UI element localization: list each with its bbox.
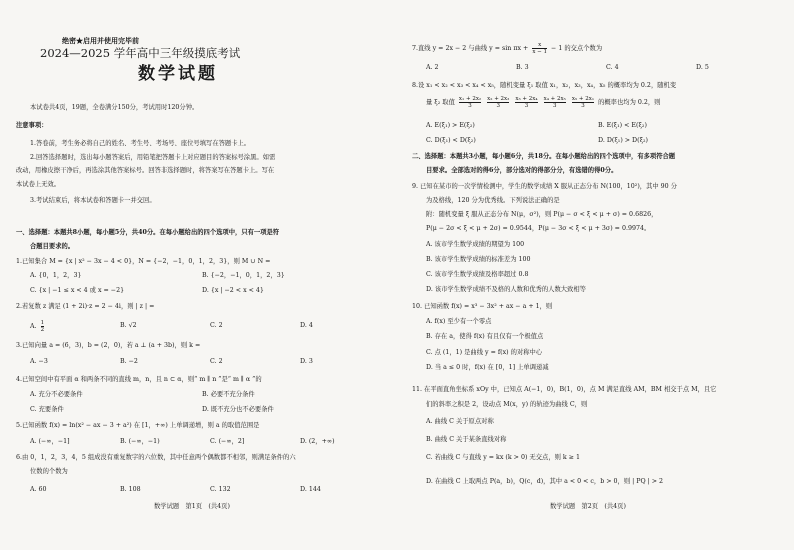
q11-option-c: C. 若曲线 C 与直线 y = kx (k > 0) 无交点，则 k ≥ 1 [426, 454, 581, 461]
q8-option-a: A. E(ξ₁) > E(ξ₂) [426, 122, 475, 129]
q9-note-line-1: 附：随机变量 ξ 服从正态分布 N(μ，σ²)，则 P(μ − σ < ξ < μ + σ) = 0.6826， [426, 211, 658, 218]
note-2-line-3: 本试卷上无效。 [16, 181, 61, 188]
q8-fraction-4 [544, 96, 566, 109]
q6-stem-line-1: 6.由 0，1，2，3，4，5 组成没有重复数字的六位数，其中任意两个偶数都不相邻，则满足条件的六 [16, 454, 296, 461]
q2-option-a [30, 320, 46, 333]
q7-stem-end: − 1 的交点个数为 [551, 45, 603, 52]
q4-option-b: B. 必要不充分条件 [202, 391, 255, 398]
q7-fraction-numerator: x [532, 42, 547, 49]
q10-option-b: B. 存在 a，使得 f(x) 有且仅有一个极值点 [426, 333, 544, 340]
notes-heading: 注意事项： [16, 122, 48, 129]
note-1: 1.答卷前，考生务必将自己的姓名、考生号、考场号、座位号填写在答题卡上。 [30, 140, 251, 147]
secret-mark: 绝密★启用并使用完毕前 [62, 36, 139, 45]
note-3: 3.考试结束后，将本试卷和答题卡一并交回。 [30, 197, 156, 204]
q11-stem-line-2: 们的斜率之积是 2，设动点 M(x，y) 的轨迹为曲线 C，则 [426, 401, 588, 408]
q10-stem: 10. 已知函数 f(x) = x³ − 3x² + ax − a + 1，则 [412, 303, 553, 310]
q9-option-a: A. 该市学生数学成绩的期望为 100 [426, 241, 525, 248]
q3-stem: 3.已知向量 a = (6，3)，b = (2，0)，若 a ⊥ (a + 3b)，则 k = [16, 342, 201, 349]
q2-option-b: B. √2 [120, 322, 137, 329]
q2-option-d: D. 4 [300, 322, 313, 329]
q8-stem-line-1: 8.设 x₁ < x₂ < x₃ < x₄ < x₅，随机变量 ξ₁ 取值 x₁，x₂，x₃，x₄，x₅ 的概率均为 0.2，随机变 [412, 82, 677, 89]
q8-fraction-5-numerator: x₅ + 2x₁ [571, 96, 595, 102]
q9-stem-line-1: 9. 已知在某市的一次学情检测中，学生的数学成绩 X 服从正态分布 N(100，10²)，其中 90 分 [412, 183, 677, 190]
q8-stem-prefix: 量 ξ₂ 取值 [426, 99, 455, 106]
q9-stem-line-2: 为及格线，120 分为优秀线。下列说法正确的是 [426, 197, 560, 204]
q2-option-a-letter: A. [30, 323, 37, 330]
q8-stem-line-2 [426, 96, 660, 109]
q8-stem-suffix: 的概率也均为 0.2，则 [598, 99, 661, 106]
q8-fraction-1-denominator: 3 [468, 103, 472, 109]
q2-stem: 2.若复数 z 满足 (1 + 2i)·z = 2 − 4i，则 | z | = [16, 303, 155, 310]
q1-stem: 1.已知集合 M = {x | x² − 3x − 4 < 0}，N = {−2，−1，0，1，2，3}，则 M ∪ N = [16, 258, 271, 265]
q10-option-d: D. 当 a ≤ 0 时，f(x) 在 [0，1] 上单调递减 [426, 364, 549, 371]
note-2-line-2: 改动，用橡皮擦干净后，再选涂其他答案标号。回答非选择题时，将答案写在答题卡上。写在 [16, 167, 275, 174]
q11-option-a: A. 曲线 C 关于原点对称 [426, 418, 494, 425]
q2-option-a-fraction [41, 320, 45, 333]
q8-option-c: C. D(ξ₁) < D(ξ₂) [426, 137, 476, 144]
q6-option-d: D. 144 [300, 486, 321, 493]
intro-text: 本试卷共4页，19题，全卷满分150分，考试用时120分钟。 [30, 104, 199, 111]
q5-option-a: A. (−∞，−1] [30, 438, 70, 445]
q9-option-b: B. 该市学生数学成绩的标准差为 100 [426, 256, 531, 263]
section-2-heading-line-2: 目要求。全部选对的得6分，部分选对的得部分分，有选错的得0分。 [426, 167, 618, 174]
q10-option-a: A. f(x) 至少有一个零点 [426, 318, 492, 325]
q4-option-a: A. 充分不必要条件 [30, 391, 83, 398]
q8-fraction-4-denominator: 3 [552, 103, 557, 109]
q8-fraction-3-denominator: 3 [524, 103, 529, 109]
q8-option-b: B. E(ξ₁) < E(ξ₂) [598, 122, 647, 129]
q8-fraction-5-denominator: 3 [581, 103, 585, 109]
q9-note-line-2: P(μ − 2σ < ξ < μ + 2σ) = 0.9544，P(μ − 3σ < ξ < μ + 3σ) = 0.9974。 [426, 225, 651, 232]
q2-option-a-denominator: 2 [40, 327, 45, 333]
q11-stem-line-1: 11. 在平面直角坐标系 xOy 中，已知点 A(−1，0)，B(1，0)，点 M 满足直线 AM，BM 相交于点 M，且它 [412, 386, 717, 393]
page-2 [412, 0, 784, 550]
q6-option-c: C. 132 [210, 486, 231, 493]
q6-option-a: A. 60 [30, 486, 47, 493]
q6-stem-line-2: 位数的个数为 [30, 468, 68, 475]
q7-stem [412, 42, 602, 55]
q10-option-c: C. 点 (1，1) 是曲线 y = f(x) 的对称中心 [426, 349, 543, 356]
q7-stem-start: 7.直线 y = 2x − 2 与曲线 y = sin πx + [412, 45, 529, 52]
page-1 [16, 0, 388, 550]
exam-title: 2024—2025 学年高中三年级摸底考试 [40, 46, 241, 60]
q1-option-d: D. {x | −2 < x < 4} [202, 287, 264, 294]
q7-option-a: A. 2 [426, 64, 439, 71]
q8-fraction-5 [572, 96, 594, 109]
q7-option-c: C. 4 [606, 64, 619, 71]
q8-option-d: D. D(ξ₁) > D(ξ₂) [598, 137, 649, 144]
q5-stem: 5.已知函数 f(x) = ln(x² − ax − 3 + a²) 在 [1，+∞) 上单调递增，则 a 的取值范围是 [16, 422, 260, 429]
q7-option-b: B. 3 [516, 64, 529, 71]
q7-fraction-denominator: x − 1 [532, 49, 548, 55]
q8-fraction-3-numerator: x₃ + 2x₄ [515, 96, 538, 102]
q6-option-b: B. 108 [120, 486, 141, 493]
q9-option-d: D. 该市学生数学成绩不及格的人数和优秀的人数大致相等 [426, 286, 586, 293]
q8-fraction-2-denominator: 3 [496, 103, 500, 109]
q7-fraction [532, 42, 547, 55]
q3-option-d: D. 3 [300, 358, 313, 365]
q2-option-a-numerator: 1 [40, 320, 45, 326]
q4-option-c: C. 充要条件 [30, 406, 64, 413]
q8-fraction-2 [487, 96, 509, 109]
q5-option-d: D. (2，+∞) [300, 438, 335, 445]
q9-option-c: C. 该市学生数学成绩及格率超过 0.8 [426, 271, 529, 278]
q8-fraction-4-numerator: x₄ + 2x₅ [543, 96, 566, 102]
section-1-heading-line-1: 一、选择题：本题共8小题，每小题5分，共40分。在每小题给出的四个选项中，只有一项是符 [16, 229, 280, 236]
q4-option-d: D. 既不充分也不必要条件 [202, 406, 274, 413]
q1-option-b: B. {−2，−1，0，1，2，3} [202, 272, 285, 279]
page-1-footer: 数学试题 第1页 (共4页) [154, 503, 230, 510]
section-2-heading-line-1: 二、选择题：本题共3小题，每小题6分，共18分。在每小题给出的四个选项中，有多项符合题 [412, 153, 676, 160]
q8-fraction-1 [459, 96, 481, 109]
q1-option-c: C. {x | −1 ≤ x < 4 或 x = −2} [30, 287, 125, 294]
q5-option-b: B. (−∞，−1) [120, 438, 160, 445]
q4-stem: 4.已知空间中有平面 α 和两条不同的直线 m，n，且 n ⊂ α，则“ m ∥ n ”是“ m ∥ α ”的 [16, 376, 262, 383]
note-2-line-1: 2.回答选择题时，选出每小题答案后，用铅笔把答题卡上对应题目的答案标号涂黑。如需 [30, 154, 276, 161]
q3-option-b: B. −2 [120, 358, 138, 365]
q11-option-b: B. 曲线 C 关于某条直线对称 [426, 436, 507, 443]
q1-option-a: A. {0，1，2，3} [30, 272, 82, 279]
q2-option-c: C. 2 [210, 322, 223, 329]
subject-title: 数学试题 [138, 64, 218, 84]
q8-fraction-2-numerator: x₂ + 2x₃ [487, 96, 510, 102]
q8-fraction-1-numerator: x₁ + 2x₂ [458, 96, 482, 102]
q11-option-d: D. 在曲线 C 上取两点 P(a，b)，Q(c，d)，其中 a < 0 < c，b > 0，则 | PQ | > 2 [426, 478, 664, 485]
q5-option-c: C. (−∞，2] [210, 438, 245, 445]
q3-option-a: A. −3 [30, 358, 48, 365]
q8-fraction-3 [515, 96, 537, 109]
q3-option-c: C. 2 [210, 358, 223, 365]
q7-option-d: D. 5 [696, 64, 709, 71]
page-2-footer: 数学试题 第2页 (共4页) [550, 503, 626, 510]
section-1-heading-line-2: 合题目要求的。 [30, 243, 75, 250]
